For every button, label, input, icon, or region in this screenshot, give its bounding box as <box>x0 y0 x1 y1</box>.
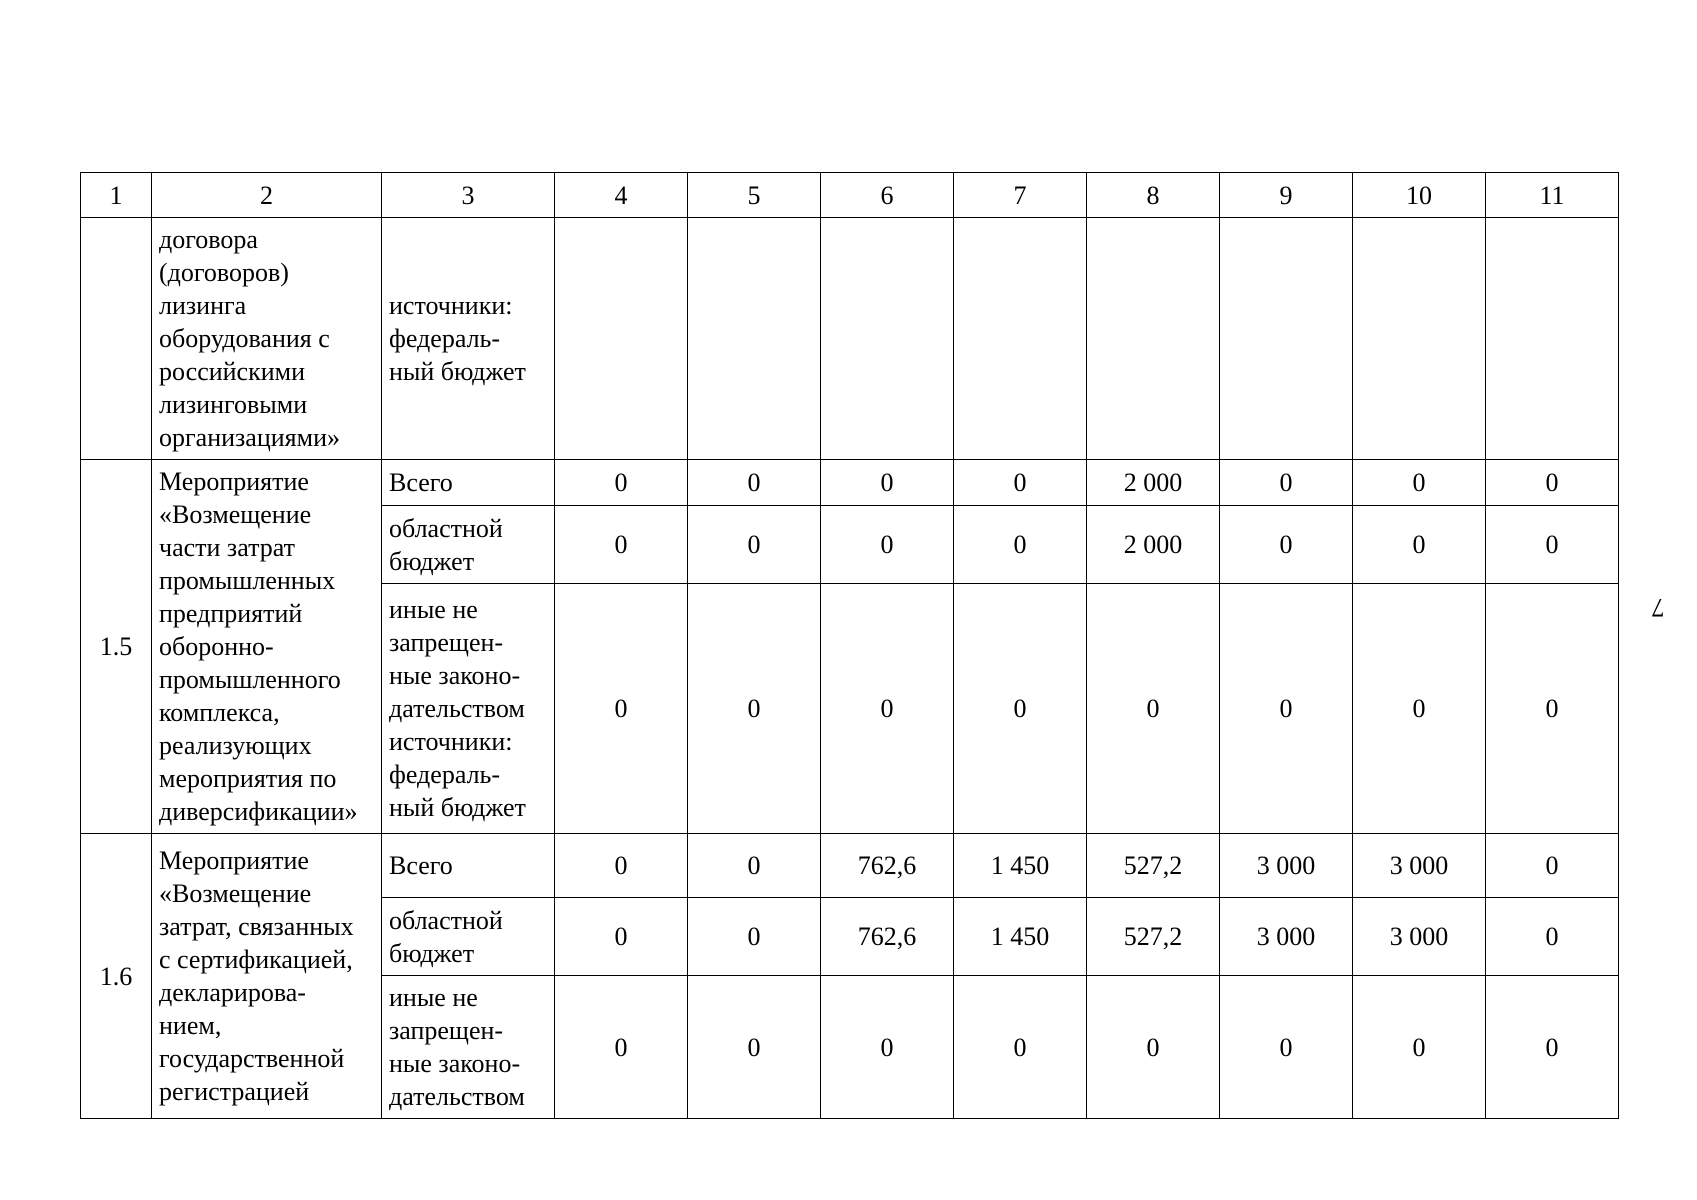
value-cell: 3 000 <box>1220 898 1353 976</box>
name-line: Мероприятие <box>159 467 309 496</box>
value-cell: 0 <box>688 506 821 584</box>
value-cell: 0 <box>688 584 821 834</box>
value-cell: 0 <box>1486 834 1619 898</box>
header-cell: 2 <box>152 173 382 218</box>
value-cell: 2 000 <box>1087 506 1220 584</box>
source-line: бюджет <box>389 546 475 576</box>
source-line: источники: <box>389 727 513 756</box>
row-index <box>81 218 152 460</box>
source-line: источники: <box>389 291 513 320</box>
name-line: комплекса, <box>159 698 280 727</box>
source-line: дательством <box>389 1082 525 1111</box>
header-cell: 8 <box>1087 173 1220 218</box>
value-cell: 0 <box>821 976 954 1119</box>
value-cell: 1 450 <box>954 834 1087 898</box>
funding-source <box>382 506 555 584</box>
name-line: лизинговыми <box>159 390 308 419</box>
funding-source <box>382 976 555 1119</box>
name-line: лизинга <box>159 291 247 320</box>
header-cell: 1 <box>81 173 152 218</box>
value-cell: 0 <box>1353 460 1486 506</box>
value-cell <box>821 218 954 460</box>
value-cell: 0 <box>1353 506 1486 584</box>
value-cell: 0 <box>954 460 1087 506</box>
source-line: федераль- <box>389 324 501 353</box>
source-line: дательством <box>389 694 525 723</box>
value-cell: 0 <box>1220 584 1353 834</box>
source-line: иные не <box>389 595 478 624</box>
activity-name <box>152 834 382 1119</box>
name-line: мероприятия по <box>159 764 337 793</box>
value-cell: 0 <box>555 584 688 834</box>
value-cell: 0 <box>1353 584 1486 834</box>
header-cell: 3 <box>382 173 555 218</box>
value-cell: 0 <box>555 976 688 1119</box>
value-cell: 0 <box>1220 460 1353 506</box>
source-line: областной <box>389 905 503 935</box>
activity-name <box>152 218 382 460</box>
header-cell: 9 <box>1220 173 1353 218</box>
value-cell: 2 000 <box>1087 460 1220 506</box>
value-cell: 0 <box>555 834 688 898</box>
name-line: затрат, связанных <box>159 912 354 941</box>
page-number: 7 <box>1651 593 1665 622</box>
name-line: «Возмещение <box>159 500 312 529</box>
value-cell: 0 <box>555 506 688 584</box>
header-cell: 4 <box>555 173 688 218</box>
name-line: регистрацией <box>159 1077 310 1106</box>
value-cell: 0 <box>688 976 821 1119</box>
header-cell: 5 <box>688 173 821 218</box>
funding-source <box>382 218 555 460</box>
source-line: Всего <box>389 468 453 497</box>
row-index: 1.6 <box>81 834 152 1119</box>
value-cell: 0 <box>954 584 1087 834</box>
value-cell: 0 <box>555 898 688 976</box>
source-line: ные законо- <box>389 1049 521 1078</box>
funding-source <box>382 834 555 898</box>
value-cell: 0 <box>555 460 688 506</box>
name-line: Мероприятие <box>159 846 309 875</box>
source-line: ные законо- <box>389 661 521 690</box>
value-cell: 3 000 <box>1353 834 1486 898</box>
name-line: с сертификацией, <box>159 945 353 974</box>
source-line: запрещен- <box>389 1016 504 1045</box>
name-line: договора <box>159 225 258 254</box>
source-line: ный бюджет <box>389 357 526 386</box>
value-cell <box>1087 218 1220 460</box>
name-line: российскими <box>159 357 306 386</box>
funding-source <box>382 898 555 976</box>
value-cell: 0 <box>821 460 954 506</box>
header-row <box>81 173 1619 218</box>
header-cell: 10 <box>1353 173 1486 218</box>
value-cell <box>1220 218 1353 460</box>
source-line: областной <box>389 513 503 543</box>
value-cell: 0 <box>1220 506 1353 584</box>
name-line: (договоров) <box>159 258 289 287</box>
value-cell: 0 <box>1087 584 1220 834</box>
value-cell: 0 <box>1220 976 1353 1119</box>
value-cell <box>555 218 688 460</box>
value-cell: 0 <box>1486 460 1619 506</box>
name-line: организациями» <box>159 423 340 452</box>
source-line: запрещен- <box>389 628 504 657</box>
value-cell: 0 <box>688 834 821 898</box>
value-cell: 0 <box>1486 584 1619 834</box>
value-cell: 0 <box>1486 898 1619 976</box>
name-line: предприятий <box>159 599 303 628</box>
header-cell: 11 <box>1486 173 1619 218</box>
value-cell <box>954 218 1087 460</box>
name-line: государственной <box>159 1044 345 1073</box>
name-line: нием, <box>159 1011 222 1040</box>
activity-name <box>152 460 382 834</box>
value-cell: 0 <box>821 584 954 834</box>
continuation-row <box>81 218 1619 460</box>
table-row <box>81 834 1619 898</box>
name-line: реализующих <box>159 731 312 760</box>
value-cell: 762,6 <box>821 898 954 976</box>
value-cell: 3 000 <box>1353 898 1486 976</box>
name-line: оборонно- <box>159 632 274 661</box>
source-line: бюджет <box>389 938 475 968</box>
value-cell: 0 <box>1087 976 1220 1119</box>
value-cell <box>1486 218 1619 460</box>
budget-table <box>80 172 1619 1119</box>
value-cell: 0 <box>688 898 821 976</box>
value-cell: 3 000 <box>1220 834 1353 898</box>
name-line: части затрат <box>159 533 295 562</box>
source-line: иные не <box>389 983 478 1012</box>
name-line: оборудования с <box>159 324 330 353</box>
source-line: Всего <box>389 851 453 880</box>
value-cell: 0 <box>954 506 1087 584</box>
source-line: федераль- <box>389 760 501 789</box>
name-line: декларирова- <box>159 978 306 1007</box>
value-cell: 527,2 <box>1087 834 1220 898</box>
value-cell: 0 <box>688 460 821 506</box>
value-cell <box>688 218 821 460</box>
source-line: ный бюджет <box>389 793 526 822</box>
name-line: «Возмещение <box>159 879 312 908</box>
value-cell: 527,2 <box>1087 898 1220 976</box>
value-cell: 0 <box>954 976 1087 1119</box>
header-cell: 6 <box>821 173 954 218</box>
value-cell: 0 <box>1353 976 1486 1119</box>
value-cell: 0 <box>1486 506 1619 584</box>
value-cell: 1 450 <box>954 898 1087 976</box>
table-row <box>81 460 1619 506</box>
value-cell: 0 <box>821 506 954 584</box>
funding-source <box>382 584 555 834</box>
name-line: промышленного <box>159 665 341 694</box>
name-line: промышленных <box>159 566 336 595</box>
funding-source <box>382 460 555 506</box>
name-line: диверсификации» <box>159 797 358 826</box>
row-index: 1.5 <box>81 460 152 834</box>
header-cell: 7 <box>954 173 1087 218</box>
value-cell: 0 <box>1486 976 1619 1119</box>
value-cell <box>1353 218 1486 460</box>
value-cell: 762,6 <box>821 834 954 898</box>
